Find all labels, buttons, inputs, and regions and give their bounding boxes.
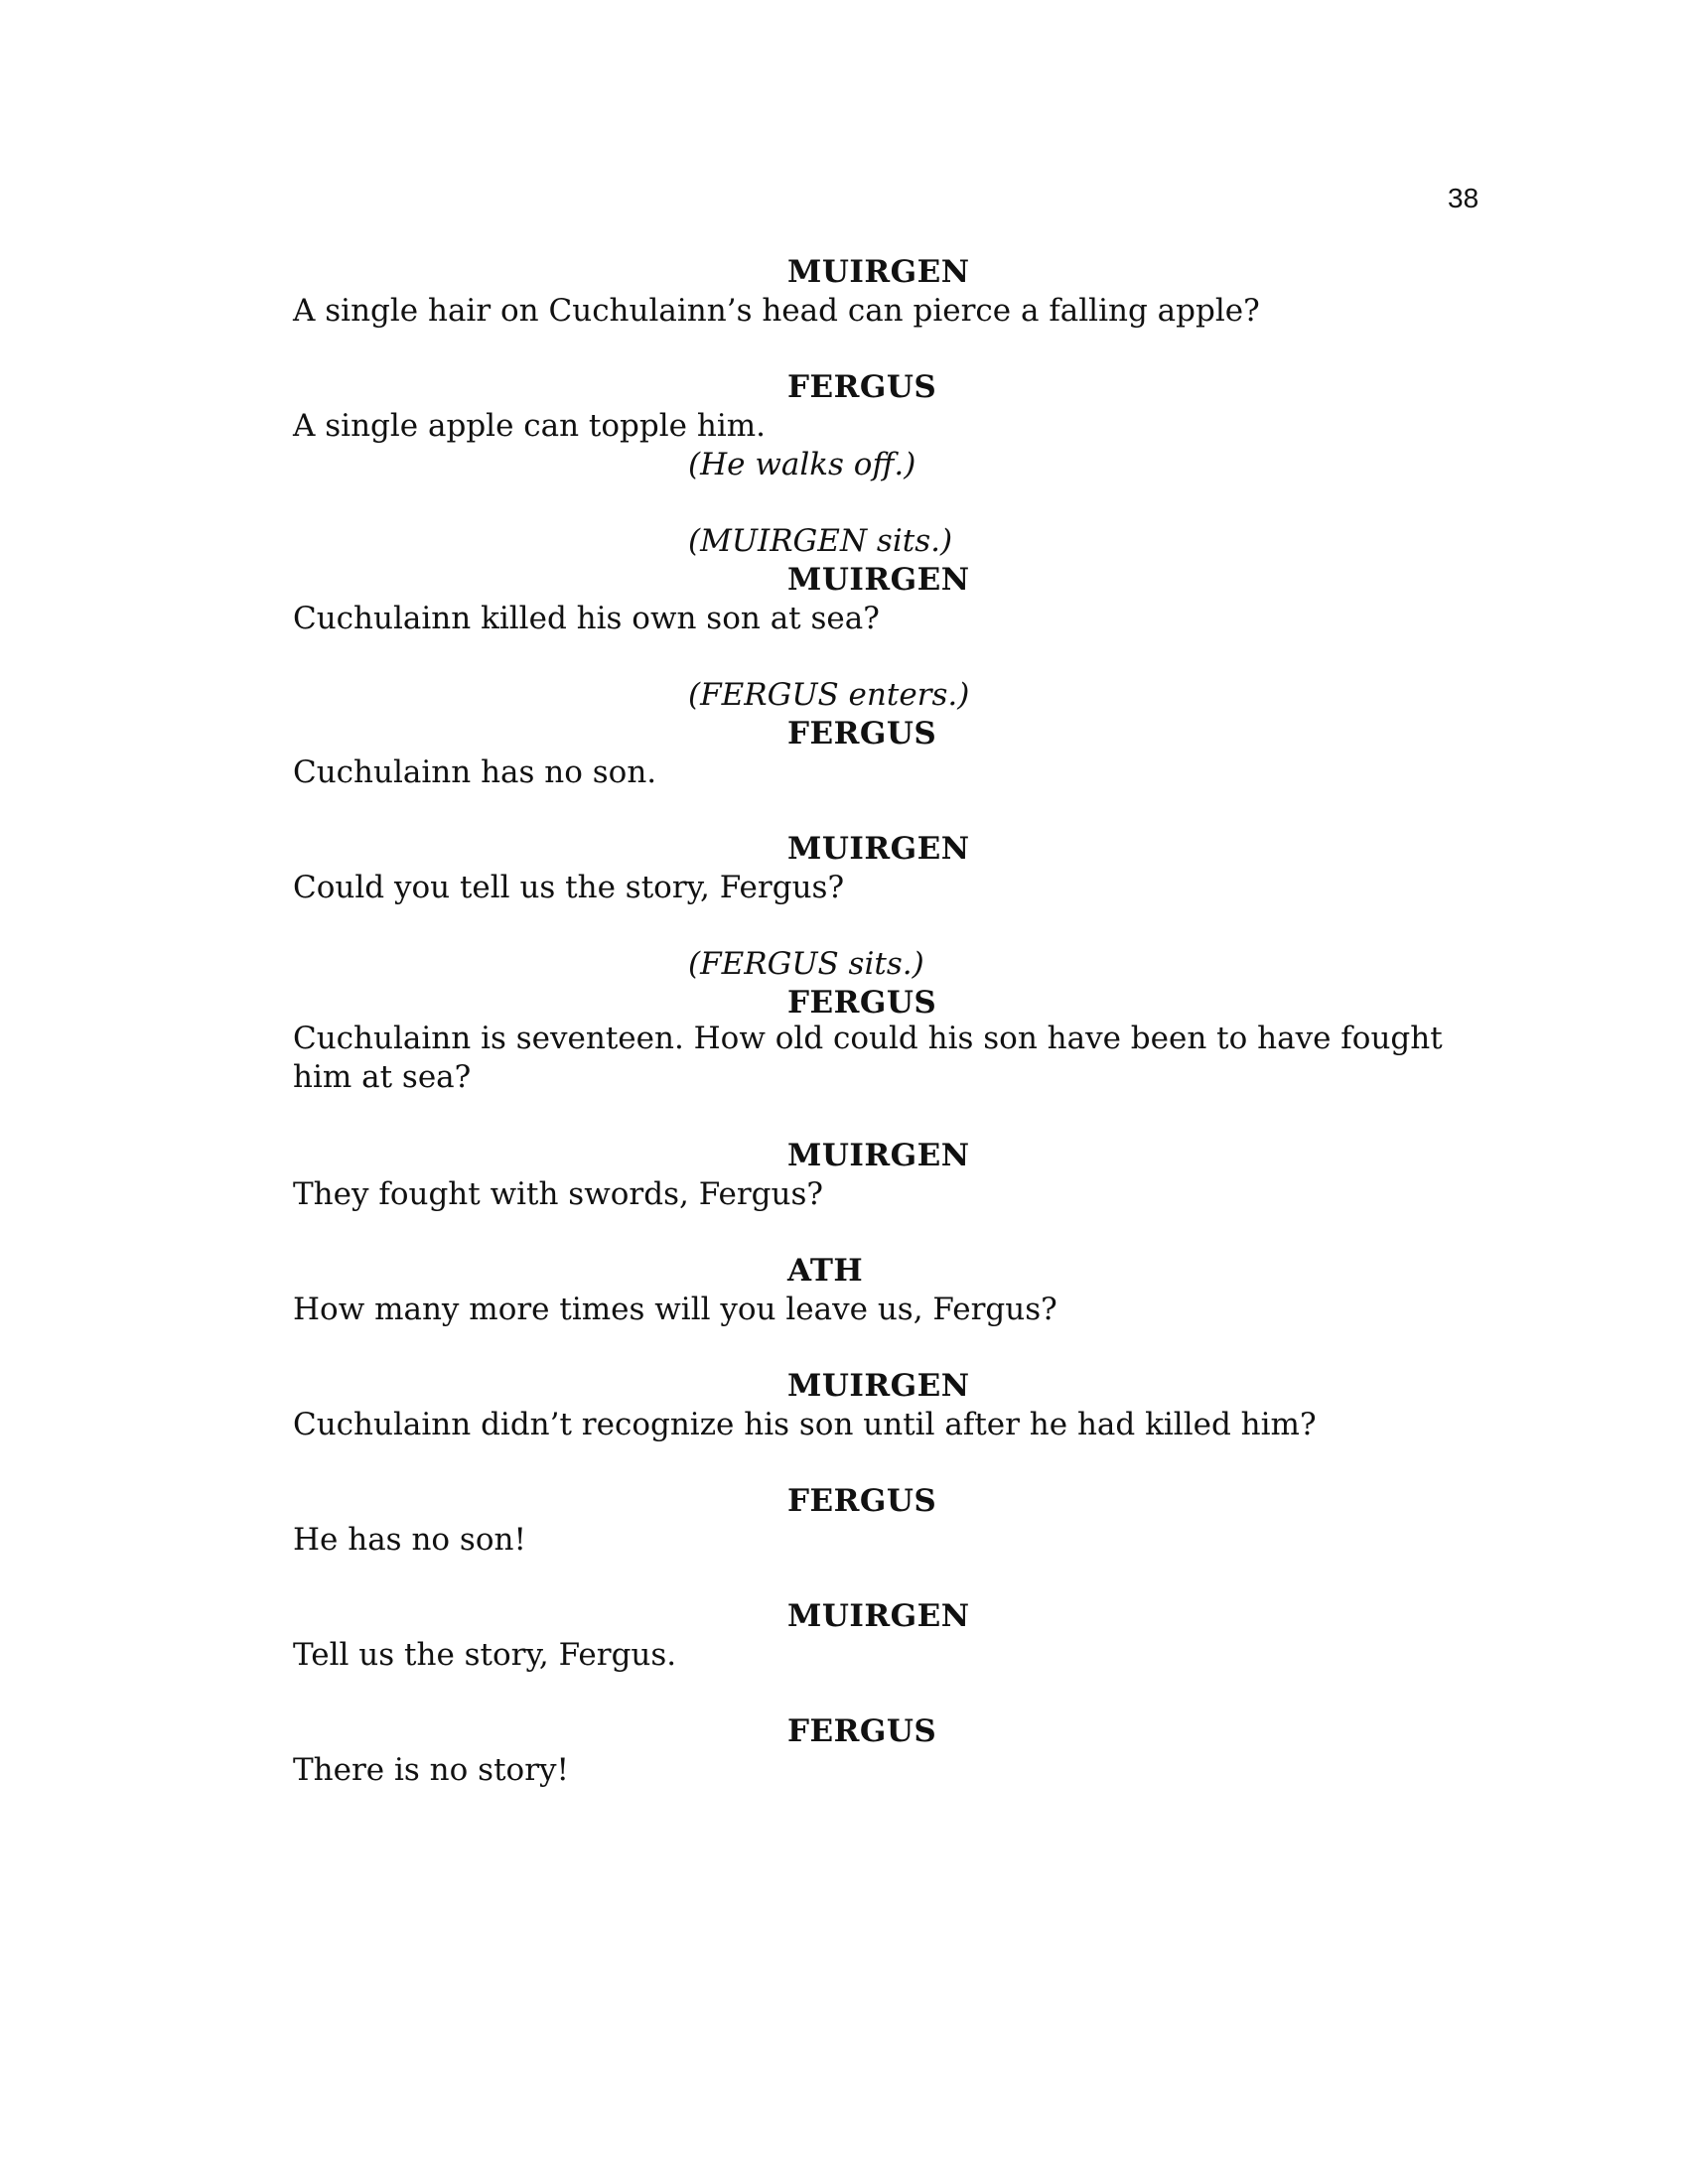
character-name: MUIRGEN — [787, 1368, 970, 1404]
stage-direction: (FERGUS enters.) — [688, 677, 970, 713]
character-name: MUIRGEN — [787, 1138, 970, 1173]
stage-direction: (FERGUS sits.) — [688, 946, 924, 982]
dialogue-line: There is no story! — [293, 1752, 569, 1788]
dialogue-line: A single hair on Cuchulainn’s head can pierce a falling apple? — [293, 293, 1260, 329]
dialogue-line: Tell us the story, Fergus. — [293, 1637, 677, 1673]
stage-direction: (MUIRGEN sits.) — [688, 523, 953, 559]
page-number: 38 — [1448, 183, 1479, 213]
dialogue-line: Cuchulainn is seventeen. How old could his son have been to have fought him at sea? — [293, 1021, 1443, 1095]
character-name: FERGUS — [787, 1483, 937, 1519]
character-name: MUIRGEN — [787, 831, 970, 867]
dialogue-line: He has no son! — [293, 1522, 526, 1558]
character-name: MUIRGEN — [787, 254, 970, 290]
dialogue-line: Could you tell us the story, Fergus? — [293, 870, 845, 905]
character-name: ATH — [787, 1253, 864, 1289]
stage-direction: (He walks off.) — [688, 447, 916, 482]
character-name: FERGUS — [787, 1713, 937, 1749]
character-name: FERGUS — [787, 716, 937, 751]
dialogue-line: They fought with swords, Fergus? — [293, 1176, 824, 1212]
character-name: FERGUS — [787, 985, 937, 1021]
dialogue-line: How many more times will you leave us, Fergus? — [293, 1292, 1057, 1327]
dialogue-line: A single apple can topple him. — [293, 408, 766, 444]
dialogue-line: Cuchulainn didn’t recognize his son until after he had killed him? — [293, 1407, 1317, 1442]
dialogue-line: Cuchulainn killed his own son at sea? — [293, 601, 880, 636]
character-name: FERGUS — [787, 369, 937, 405]
dialogue-line: Cuchulainn has no son. — [293, 754, 657, 790]
character-name: MUIRGEN — [787, 562, 970, 598]
character-name: MUIRGEN — [787, 1598, 970, 1634]
